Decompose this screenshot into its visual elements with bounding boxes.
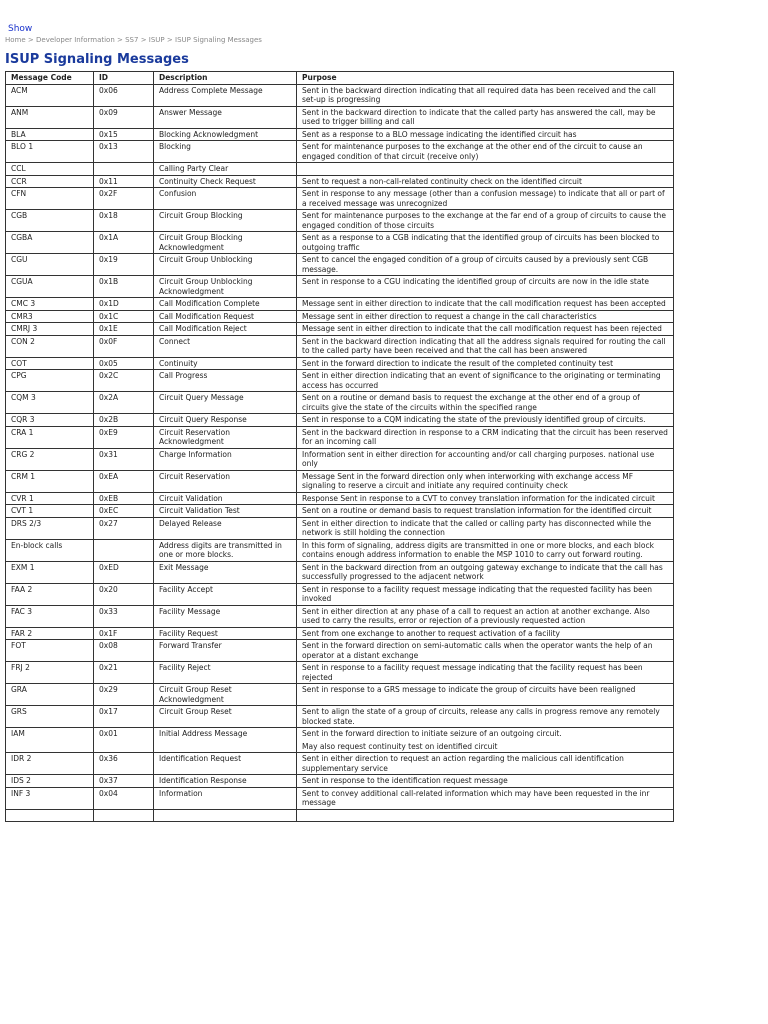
cell-id: 0x21 bbox=[94, 662, 154, 684]
cell-message-code: CCR bbox=[6, 175, 94, 188]
cell-id: 0xE9 bbox=[94, 426, 154, 448]
table-row bbox=[6, 188, 674, 210]
cell-message-code: CGB bbox=[6, 210, 94, 232]
column-header-purpose: Purpose bbox=[297, 72, 674, 85]
cell-message-code: CFN bbox=[6, 188, 94, 210]
cell-id: 0x2A bbox=[94, 392, 154, 414]
purpose-text: Sent in response to a facility request message indicating that the facility request has been rejected bbox=[302, 663, 643, 682]
breadcrumb-home-link[interactable]: Home bbox=[5, 36, 26, 44]
cell-message-code: CON 2 bbox=[6, 335, 94, 357]
column-header-message-code: Message Code bbox=[6, 72, 94, 85]
page-title: ISUP Signaling Messages bbox=[5, 52, 189, 67]
cell-id: 0x33 bbox=[94, 605, 154, 627]
cell-description: Circuit Query Response bbox=[154, 414, 297, 427]
table-row bbox=[6, 414, 674, 427]
cell-purpose bbox=[297, 448, 674, 470]
purpose-text: Sent to align the state of a group of circuits, release any calls in progress remove any remotely blocked state. bbox=[302, 707, 660, 726]
cell-message-code: IAM bbox=[6, 728, 94, 753]
cell-id: 0x05 bbox=[94, 357, 154, 370]
cell-id bbox=[94, 539, 154, 561]
cell-id: 0xEC bbox=[94, 505, 154, 518]
cell-id: 0x1E bbox=[94, 323, 154, 336]
cell-id: 0x15 bbox=[94, 128, 154, 141]
purpose-text: Response Sent in response to a CVT to convey translation information for the indicated circuit bbox=[302, 493, 655, 503]
cell-message-code: CRG 2 bbox=[6, 448, 94, 470]
purpose-text: Message sent in either direction to indicate that the call modification request has been accepted bbox=[302, 299, 666, 308]
show-link[interactable]: Show bbox=[8, 24, 33, 34]
cell-id: 0x2C bbox=[94, 370, 154, 392]
cell-message-code: GRA bbox=[6, 684, 94, 706]
purpose-text: Sent in response to a GRS message to indicate the group of circuits have been realigned bbox=[302, 685, 636, 694]
cell-purpose bbox=[297, 357, 674, 370]
cell-id: 0x19 bbox=[94, 254, 154, 276]
cell-description: Circuit Group Unblocking Acknowledgment bbox=[154, 276, 297, 298]
cell-purpose bbox=[297, 175, 674, 188]
cell-message-code: CCL bbox=[6, 163, 94, 176]
cell-description: Continuity Check Request bbox=[154, 175, 297, 188]
purpose-text: Sent in the forward direction to indicate the result of the completed continuity test bbox=[302, 358, 614, 368]
cell-message-code: CGUA bbox=[6, 276, 94, 298]
purpose-text: Sent in the backward direction indicating that all the address signals required for routing the call to the called party have been received and that the call has been answered bbox=[302, 336, 666, 355]
cell-purpose bbox=[297, 753, 674, 775]
cell-description: Circuit Group Blocking Acknowledgment bbox=[154, 232, 297, 254]
cell-id: 0xEB bbox=[94, 492, 154, 505]
purpose-text: Message sent in either direction to request a change in the call characteristics bbox=[302, 311, 597, 321]
table-row bbox=[6, 310, 674, 323]
table-row bbox=[6, 775, 674, 788]
purpose-text: In this form of signaling, address digits are transmitted in one or more blocks, and each block contains enough address information to enable the MSP 1010 to carry out forward routing. bbox=[302, 540, 654, 559]
cell-message-code: IDS 2 bbox=[6, 775, 94, 788]
cell-message-code: FAR 2 bbox=[6, 627, 94, 640]
cell-purpose bbox=[297, 370, 674, 392]
cell-id: 0x18 bbox=[94, 210, 154, 232]
table-row bbox=[6, 809, 674, 822]
cell-message-code: CVR 1 bbox=[6, 492, 94, 505]
cell-purpose bbox=[297, 787, 674, 809]
cell-message-code: CVT 1 bbox=[6, 505, 94, 518]
cell-purpose bbox=[297, 539, 674, 561]
cell-id: 0x2B bbox=[94, 414, 154, 427]
cell-description: Call Modification Request bbox=[154, 310, 297, 323]
cell-purpose bbox=[297, 188, 674, 210]
cell-description: Facility Request bbox=[154, 627, 297, 640]
purpose-text: Sent to convey additional call-related information which may have been requested in the inr message bbox=[302, 788, 650, 807]
cell-description: Forward Transfer bbox=[154, 640, 297, 662]
cell-id: 0x1B bbox=[94, 276, 154, 298]
cell-id: 0x36 bbox=[94, 753, 154, 775]
cell-description: Call Progress bbox=[154, 370, 297, 392]
cell-purpose bbox=[297, 426, 674, 448]
table-row bbox=[6, 492, 674, 505]
cell-description: Connect bbox=[154, 335, 297, 357]
cell-message-code: CQM 3 bbox=[6, 392, 94, 414]
purpose-text: Message Sent in the forward direction only when interworking with exchange access MF signaling to reserve a circuit and initiate any required continuity check bbox=[302, 471, 634, 490]
cell-message-code: ANM bbox=[6, 106, 94, 128]
cell-message-code: CQR 3 bbox=[6, 414, 94, 427]
cell-message-code: CMR3 bbox=[6, 310, 94, 323]
cell-id: 0x04 bbox=[94, 787, 154, 809]
cell-description: Initial Address Message bbox=[154, 728, 297, 753]
cell-description: Circuit Group Reset Acknowledgment bbox=[154, 684, 297, 706]
cell-description: Delayed Release bbox=[154, 517, 297, 539]
cell-description: Charge Information bbox=[154, 448, 297, 470]
cell-description bbox=[154, 809, 297, 822]
table-row bbox=[6, 787, 674, 809]
purpose-text: Sent in the forward direction on semi-automatic calls when the operator wants the help of an operator at a distant exchange bbox=[302, 641, 653, 660]
purpose-text: Sent as a response to a BLO message indicating the identified circuit has bbox=[302, 129, 577, 139]
table-row bbox=[6, 175, 674, 188]
purpose-text: Sent in the backward direction to indicate that the called party has answered the call, may be used to trigger billing and call bbox=[302, 107, 656, 126]
cell-description: Call Modification Complete bbox=[154, 298, 297, 311]
cell-message-code: En-block calls bbox=[6, 539, 94, 561]
cell-id: 0x09 bbox=[94, 106, 154, 128]
cell-purpose bbox=[297, 276, 674, 298]
cell-id bbox=[94, 163, 154, 176]
cell-description: Identification Request bbox=[154, 753, 297, 775]
cell-message-code: COT bbox=[6, 357, 94, 370]
cell-description: Facility Reject bbox=[154, 662, 297, 684]
cell-description: Facility Accept bbox=[154, 583, 297, 605]
cell-message-code: CRM 1 bbox=[6, 470, 94, 492]
breadcrumb-ss7-link[interactable]: SS7 bbox=[125, 36, 139, 44]
cell-purpose bbox=[297, 141, 674, 163]
cell-id: 0x37 bbox=[94, 775, 154, 788]
table-row bbox=[6, 210, 674, 232]
breadcrumb bbox=[5, 36, 262, 45]
table-row bbox=[6, 728, 674, 753]
table-header-row bbox=[6, 72, 674, 85]
cell-purpose bbox=[297, 414, 674, 427]
purpose-text: Sent in response to the identification request message bbox=[302, 776, 508, 785]
table-row bbox=[6, 357, 674, 370]
cell-description: Circuit Reservation Acknowledgment bbox=[154, 426, 297, 448]
breadcrumb-current-page: ISUP Signaling Messages bbox=[175, 36, 262, 44]
purpose-text: May also request continuity test on identified circuit bbox=[302, 741, 498, 751]
table-row bbox=[6, 335, 674, 357]
table-row bbox=[6, 448, 674, 470]
table-row bbox=[6, 323, 674, 336]
cell-message-code: EXM 1 bbox=[6, 561, 94, 583]
table-row bbox=[6, 298, 674, 311]
cell-id: 0x01 bbox=[94, 728, 154, 753]
cell-id: 0x27 bbox=[94, 517, 154, 539]
purpose-text: Sent in response to a CQM indicating the state of the previously identified group of circuits. bbox=[302, 415, 646, 424]
cell-message-code: FAA 2 bbox=[6, 583, 94, 605]
cell-purpose bbox=[297, 627, 674, 640]
cell-id bbox=[94, 809, 154, 822]
cell-message-code: DRS 2/3 bbox=[6, 517, 94, 539]
table-row bbox=[6, 163, 674, 176]
column-header-id: ID bbox=[94, 72, 154, 85]
cell-id: 0xEA bbox=[94, 470, 154, 492]
cell-purpose bbox=[297, 775, 674, 788]
purpose-text: Sent in either direction to request an action regarding the malicious call identification supplementary service bbox=[302, 754, 624, 773]
cell-description: Blocking Acknowledgment bbox=[154, 128, 297, 141]
cell-description: Address digits are transmitted in one or more blocks. bbox=[154, 539, 297, 561]
breadcrumb-developer-information-link[interactable]: Developer Information bbox=[36, 36, 115, 44]
cell-description: Facility Message bbox=[154, 605, 297, 627]
cell-purpose bbox=[297, 809, 674, 822]
cell-purpose bbox=[297, 728, 674, 753]
cell-purpose bbox=[297, 583, 674, 605]
cell-purpose bbox=[297, 335, 674, 357]
cell-description: Identification Response bbox=[154, 775, 297, 788]
table-row bbox=[6, 583, 674, 605]
cell-purpose bbox=[297, 106, 674, 128]
cell-description: Circuit Validation Test bbox=[154, 505, 297, 518]
table-row bbox=[6, 561, 674, 583]
purpose-text: Sent in the backward direction indicating that all required data has been received and the call set-up is progressing bbox=[302, 85, 656, 104]
cell-message-code: FAC 3 bbox=[6, 605, 94, 627]
cell-purpose bbox=[297, 210, 674, 232]
cell-description: Circuit Query Message bbox=[154, 392, 297, 414]
cell-message-code bbox=[6, 809, 94, 822]
cell-purpose bbox=[297, 505, 674, 518]
table-row bbox=[6, 232, 674, 254]
cell-id: 0x08 bbox=[94, 640, 154, 662]
breadcrumb-separator: > bbox=[140, 36, 147, 44]
cell-description: Circuit Validation bbox=[154, 492, 297, 505]
table-row bbox=[6, 141, 674, 163]
breadcrumb-separator: > bbox=[166, 36, 173, 44]
cell-id: 0xED bbox=[94, 561, 154, 583]
cell-description: Address Complete Message bbox=[154, 84, 297, 106]
purpose-text: Sent in the backward direction from an outgoing gateway exchange to indicate that the call has successfully progressed to the adjacent network bbox=[302, 562, 663, 581]
cell-purpose bbox=[297, 254, 674, 276]
cell-purpose bbox=[297, 470, 674, 492]
purpose-text: Sent in response to any message (other than a confusion message) to indicate that all or part of a received message was unrecognized bbox=[302, 189, 665, 208]
cell-id: 0x1D bbox=[94, 298, 154, 311]
table-row bbox=[6, 370, 674, 392]
cell-description: Exit Message bbox=[154, 561, 297, 583]
cell-id: 0x1A bbox=[94, 232, 154, 254]
cell-purpose bbox=[297, 640, 674, 662]
cell-message-code: IDR 2 bbox=[6, 753, 94, 775]
cell-id: 0x29 bbox=[94, 684, 154, 706]
purpose-text: Sent for maintenance purposes to the exchange at the far end of a group of circuits to cause the engaged condition of those circuits bbox=[302, 211, 666, 230]
table-row bbox=[6, 84, 674, 106]
table-row bbox=[6, 684, 674, 706]
purpose-text: Sent for maintenance purposes to the exchange at the other end of the circuit to cause an engaged condition of that circuit (receive only) bbox=[302, 142, 643, 161]
breadcrumb-separator: > bbox=[27, 36, 34, 44]
cell-message-code: CPG bbox=[6, 370, 94, 392]
cell-id: 0x20 bbox=[94, 583, 154, 605]
purpose-text: Sent in the forward direction to initiate seizure of an outgoing circuit. bbox=[302, 729, 562, 738]
cell-id: 0x11 bbox=[94, 175, 154, 188]
cell-description: Circuit Reservation bbox=[154, 470, 297, 492]
cell-message-code: CRA 1 bbox=[6, 426, 94, 448]
cell-description: Circuit Group Blocking bbox=[154, 210, 297, 232]
purpose-text: Sent in response to a CGU indicating the identified group of circuits are now in the idle state bbox=[302, 277, 649, 286]
cell-id: 0x13 bbox=[94, 141, 154, 163]
cell-message-code: FOT bbox=[6, 640, 94, 662]
cell-description: Circuit Group Unblocking bbox=[154, 254, 297, 276]
cell-id: 0x06 bbox=[94, 84, 154, 106]
cell-id: 0x2F bbox=[94, 188, 154, 210]
cell-purpose bbox=[297, 310, 674, 323]
cell-purpose bbox=[297, 163, 674, 176]
purpose-text: Sent in response to a facility request message indicating that the requested facility has been invoked bbox=[302, 584, 653, 603]
purpose-text: Sent in either direction indicating that an event of significance to the originating or terminating access has occurred bbox=[302, 371, 661, 390]
table-row bbox=[6, 640, 674, 662]
cell-id: 0x0F bbox=[94, 335, 154, 357]
column-header-description: Description bbox=[154, 72, 297, 85]
purpose-text: Sent on a routine or demand basis to request translation information for the identified circuit bbox=[302, 506, 652, 515]
table-row bbox=[6, 539, 674, 561]
purpose-text: Sent on a routine or demand basis to request the exchange at the other end of a group of circuits give the state of the circuits within the specified range bbox=[302, 393, 640, 412]
cell-purpose bbox=[297, 128, 674, 141]
table-row bbox=[6, 627, 674, 640]
cell-description: Call Modification Reject bbox=[154, 323, 297, 336]
table-row bbox=[6, 426, 674, 448]
table-row bbox=[6, 106, 674, 128]
cell-purpose bbox=[297, 561, 674, 583]
cell-message-code: CMC 3 bbox=[6, 298, 94, 311]
cell-description: Calling Party Clear bbox=[154, 163, 297, 176]
table-row bbox=[6, 276, 674, 298]
table-row bbox=[6, 254, 674, 276]
isup-messages-table bbox=[5, 71, 674, 822]
table-row bbox=[6, 128, 674, 141]
purpose-text: Sent in the backward direction in response to a CRM indicating that the circuit has been reserved for an incoming call bbox=[302, 427, 668, 446]
breadcrumb-isup-link[interactable]: ISUP bbox=[148, 36, 165, 44]
cell-id: 0x31 bbox=[94, 448, 154, 470]
cell-id: 0x17 bbox=[94, 706, 154, 728]
cell-purpose bbox=[297, 84, 674, 106]
cell-purpose bbox=[297, 684, 674, 706]
cell-description: Answer Message bbox=[154, 106, 297, 128]
cell-purpose bbox=[297, 298, 674, 311]
table-row bbox=[6, 753, 674, 775]
cell-message-code: BLO 1 bbox=[6, 141, 94, 163]
cell-purpose bbox=[297, 232, 674, 254]
cell-id: 0x1F bbox=[94, 627, 154, 640]
cell-purpose bbox=[297, 706, 674, 728]
purpose-text: Sent in either direction to indicate that the called or calling party has disconnected while the network is still holding the connection bbox=[302, 518, 652, 537]
table-row bbox=[6, 505, 674, 518]
cell-purpose bbox=[297, 605, 674, 627]
purpose-text: Sent from one exchange to another to request activation of a facility bbox=[302, 628, 560, 638]
cell-id: 0x1C bbox=[94, 310, 154, 323]
cell-message-code: GRS bbox=[6, 706, 94, 728]
table-row bbox=[6, 392, 674, 414]
table-row bbox=[6, 605, 674, 627]
cell-message-code: CMRJ 3 bbox=[6, 323, 94, 336]
cell-purpose bbox=[297, 662, 674, 684]
breadcrumb-separator: > bbox=[117, 36, 123, 44]
cell-message-code: ACM bbox=[6, 84, 94, 106]
purpose-text: Information sent in either direction for accounting and/or call charging purposes. national use only bbox=[302, 449, 655, 468]
cell-purpose bbox=[297, 323, 674, 336]
purpose-text: Sent to request a non-call-related continuity check on the identified circuit bbox=[302, 176, 582, 186]
table-row bbox=[6, 662, 674, 684]
cell-message-code: BLA bbox=[6, 128, 94, 141]
purpose-text: Sent as a response to a CGB indicating that the identified group of circuits has been blocked to outgoing traffic bbox=[302, 233, 660, 252]
cell-message-code: CGU bbox=[6, 254, 94, 276]
cell-description: Confusion bbox=[154, 188, 297, 210]
purpose-text: Sent to cancel the engaged condition of a group of circuits caused by a previously sent CGB message. bbox=[302, 255, 649, 274]
purpose-text: Sent in either direction at any phase of a call to request an action at another exchange. Also used to carry the results, error or rejection of a previously requested action bbox=[302, 606, 650, 625]
cell-message-code: CGBA bbox=[6, 232, 94, 254]
table-row bbox=[6, 470, 674, 492]
cell-purpose bbox=[297, 492, 674, 505]
cell-purpose bbox=[297, 517, 674, 539]
cell-purpose bbox=[297, 392, 674, 414]
cell-description: Continuity bbox=[154, 357, 297, 370]
cell-description: Information bbox=[154, 787, 297, 809]
cell-message-code: FRJ 2 bbox=[6, 662, 94, 684]
cell-message-code: INF 3 bbox=[6, 787, 94, 809]
purpose-text: Message sent in either direction to indicate that the call modification request has been rejected bbox=[302, 324, 662, 333]
cell-description: Circuit Group Reset bbox=[154, 706, 297, 728]
table-row bbox=[6, 706, 674, 728]
cell-description: Blocking bbox=[154, 141, 297, 163]
table-body bbox=[6, 84, 674, 822]
table-row bbox=[6, 517, 674, 539]
